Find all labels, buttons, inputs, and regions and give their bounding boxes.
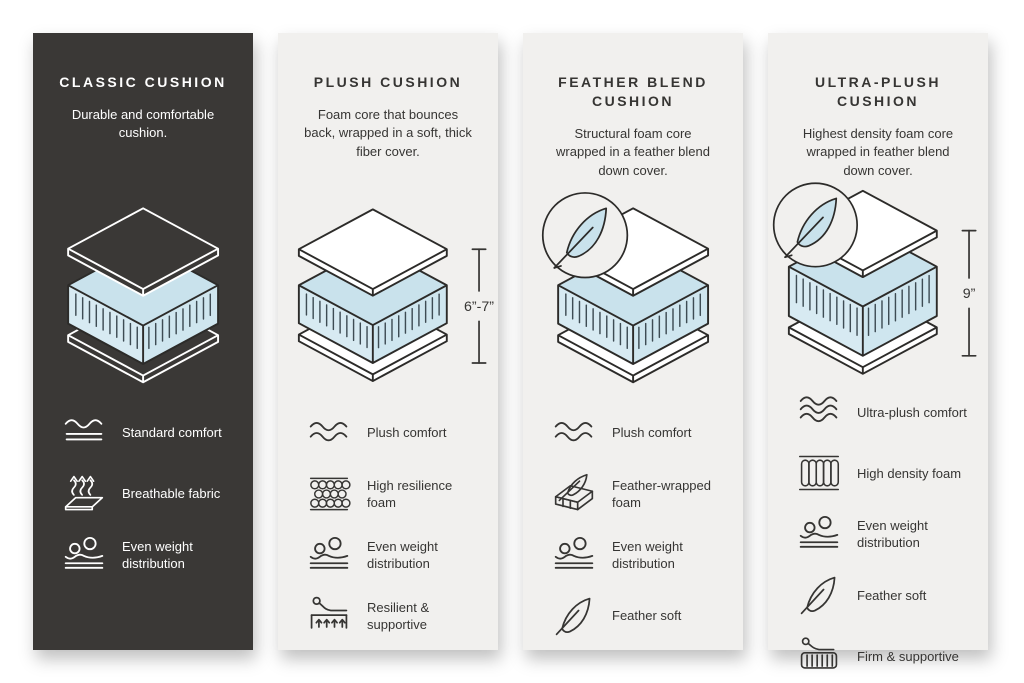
feature-label: High resilience foam bbox=[367, 477, 453, 510]
card-title: CLASSIC CUSHION bbox=[59, 74, 227, 90]
feature-label: Even weight distribution bbox=[612, 538, 683, 571]
feature-item bbox=[551, 472, 725, 516]
card-title: PLUSH CUSHION bbox=[313, 74, 463, 90]
feature-item bbox=[796, 390, 970, 434]
feature-item bbox=[306, 594, 480, 638]
card-ultra-plush-cushion bbox=[768, 33, 988, 664]
feature-label: Firm & supportive bbox=[857, 648, 959, 664]
cushion-illustration bbox=[278, 181, 498, 399]
feature-label: Plush comfort bbox=[367, 425, 447, 441]
cushion-stack-graphic bbox=[768, 180, 988, 378]
cushion-stack-graphic bbox=[278, 191, 498, 389]
measurement-label: 6”-7” bbox=[464, 298, 495, 315]
card-description: Foam core that bounces back, wrapped in a soft, thick fiber cover. bbox=[304, 106, 472, 159]
feature-list bbox=[768, 390, 988, 678]
breathable-fabric-icon bbox=[61, 472, 107, 516]
card-classic-cushion bbox=[33, 33, 253, 650]
cushion-illustration bbox=[768, 180, 988, 378]
feature-item bbox=[61, 533, 235, 577]
feather-icon bbox=[551, 594, 597, 638]
card-header bbox=[768, 33, 988, 180]
feature-item bbox=[796, 512, 970, 556]
card-title: FEATHER BLEND CUSHION bbox=[558, 74, 708, 109]
feature-label: Ultra-plush comfort bbox=[857, 404, 967, 420]
feature-item bbox=[796, 573, 970, 617]
feather-badge bbox=[774, 183, 857, 266]
card-description: Highest density foam core wrapped in feather blend down cover. bbox=[802, 125, 954, 178]
height-measurement bbox=[962, 231, 975, 356]
even-weight-icon bbox=[61, 533, 107, 577]
honeycomb-foam-icon bbox=[306, 472, 352, 516]
feature-item bbox=[551, 411, 725, 455]
even-weight-icon bbox=[796, 512, 842, 556]
feature-item bbox=[306, 411, 480, 455]
card-plush-cushion bbox=[278, 33, 498, 650]
card-description: Structural foam core wrapped in a feather blend down cover. bbox=[556, 125, 710, 178]
feature-list bbox=[278, 411, 498, 638]
feature-item bbox=[306, 472, 480, 516]
cushion-stack-graphic bbox=[537, 191, 729, 389]
feature-label: Feather soft bbox=[857, 587, 927, 603]
card-header bbox=[278, 33, 498, 181]
even-weight-icon bbox=[306, 533, 352, 577]
card-title: ULTRA-PLUSH CUSHION bbox=[814, 74, 941, 109]
feature-label: Even weight distribution bbox=[857, 517, 928, 551]
feature-item bbox=[551, 594, 725, 638]
feature-item bbox=[306, 533, 480, 577]
wave-double-icon bbox=[551, 411, 597, 455]
feature-item bbox=[796, 451, 970, 495]
card-feather-blend-cushion bbox=[523, 33, 743, 650]
card-header bbox=[523, 33, 743, 181]
feature-label: Feather-wrapped foam bbox=[612, 477, 711, 510]
coil-foam-icon bbox=[796, 451, 842, 495]
feature-item bbox=[551, 533, 725, 577]
feature-label: Breathable fabric bbox=[122, 486, 221, 502]
resilient-supportive-icon bbox=[306, 594, 352, 638]
wave-single-icon bbox=[61, 411, 107, 455]
feature-label: Plush comfort bbox=[612, 425, 692, 441]
feature-label: Even weight distribution bbox=[367, 538, 438, 571]
cushion-illustration bbox=[523, 181, 743, 399]
cushion-stack-graphic bbox=[47, 191, 239, 389]
wave-triple-icon bbox=[796, 390, 842, 434]
feature-list bbox=[33, 411, 253, 577]
feature-label: Resilient & supportive bbox=[367, 599, 430, 632]
feature-list bbox=[523, 411, 743, 638]
firm-supportive-icon bbox=[796, 634, 842, 678]
wave-double-icon bbox=[306, 411, 352, 455]
height-measurement bbox=[464, 249, 494, 363]
card-header bbox=[33, 33, 253, 181]
feature-label: High density foam bbox=[857, 465, 962, 481]
feature-item bbox=[796, 634, 970, 678]
feather-badge bbox=[543, 193, 628, 278]
feature-label: Feather soft bbox=[612, 608, 682, 624]
card-description: Durable and comfortable cushion. bbox=[71, 106, 215, 141]
feature-item bbox=[61, 472, 235, 516]
feature-label: Standard comfort bbox=[122, 425, 222, 441]
feather-wrapped-foam-icon bbox=[551, 472, 597, 516]
feather-icon bbox=[796, 573, 842, 617]
feature-label: Even weight distribution bbox=[122, 538, 193, 571]
feature-item bbox=[61, 411, 235, 455]
measurement-label: 9” bbox=[962, 286, 976, 303]
cushion-illustration bbox=[33, 181, 253, 399]
even-weight-icon bbox=[551, 533, 597, 577]
